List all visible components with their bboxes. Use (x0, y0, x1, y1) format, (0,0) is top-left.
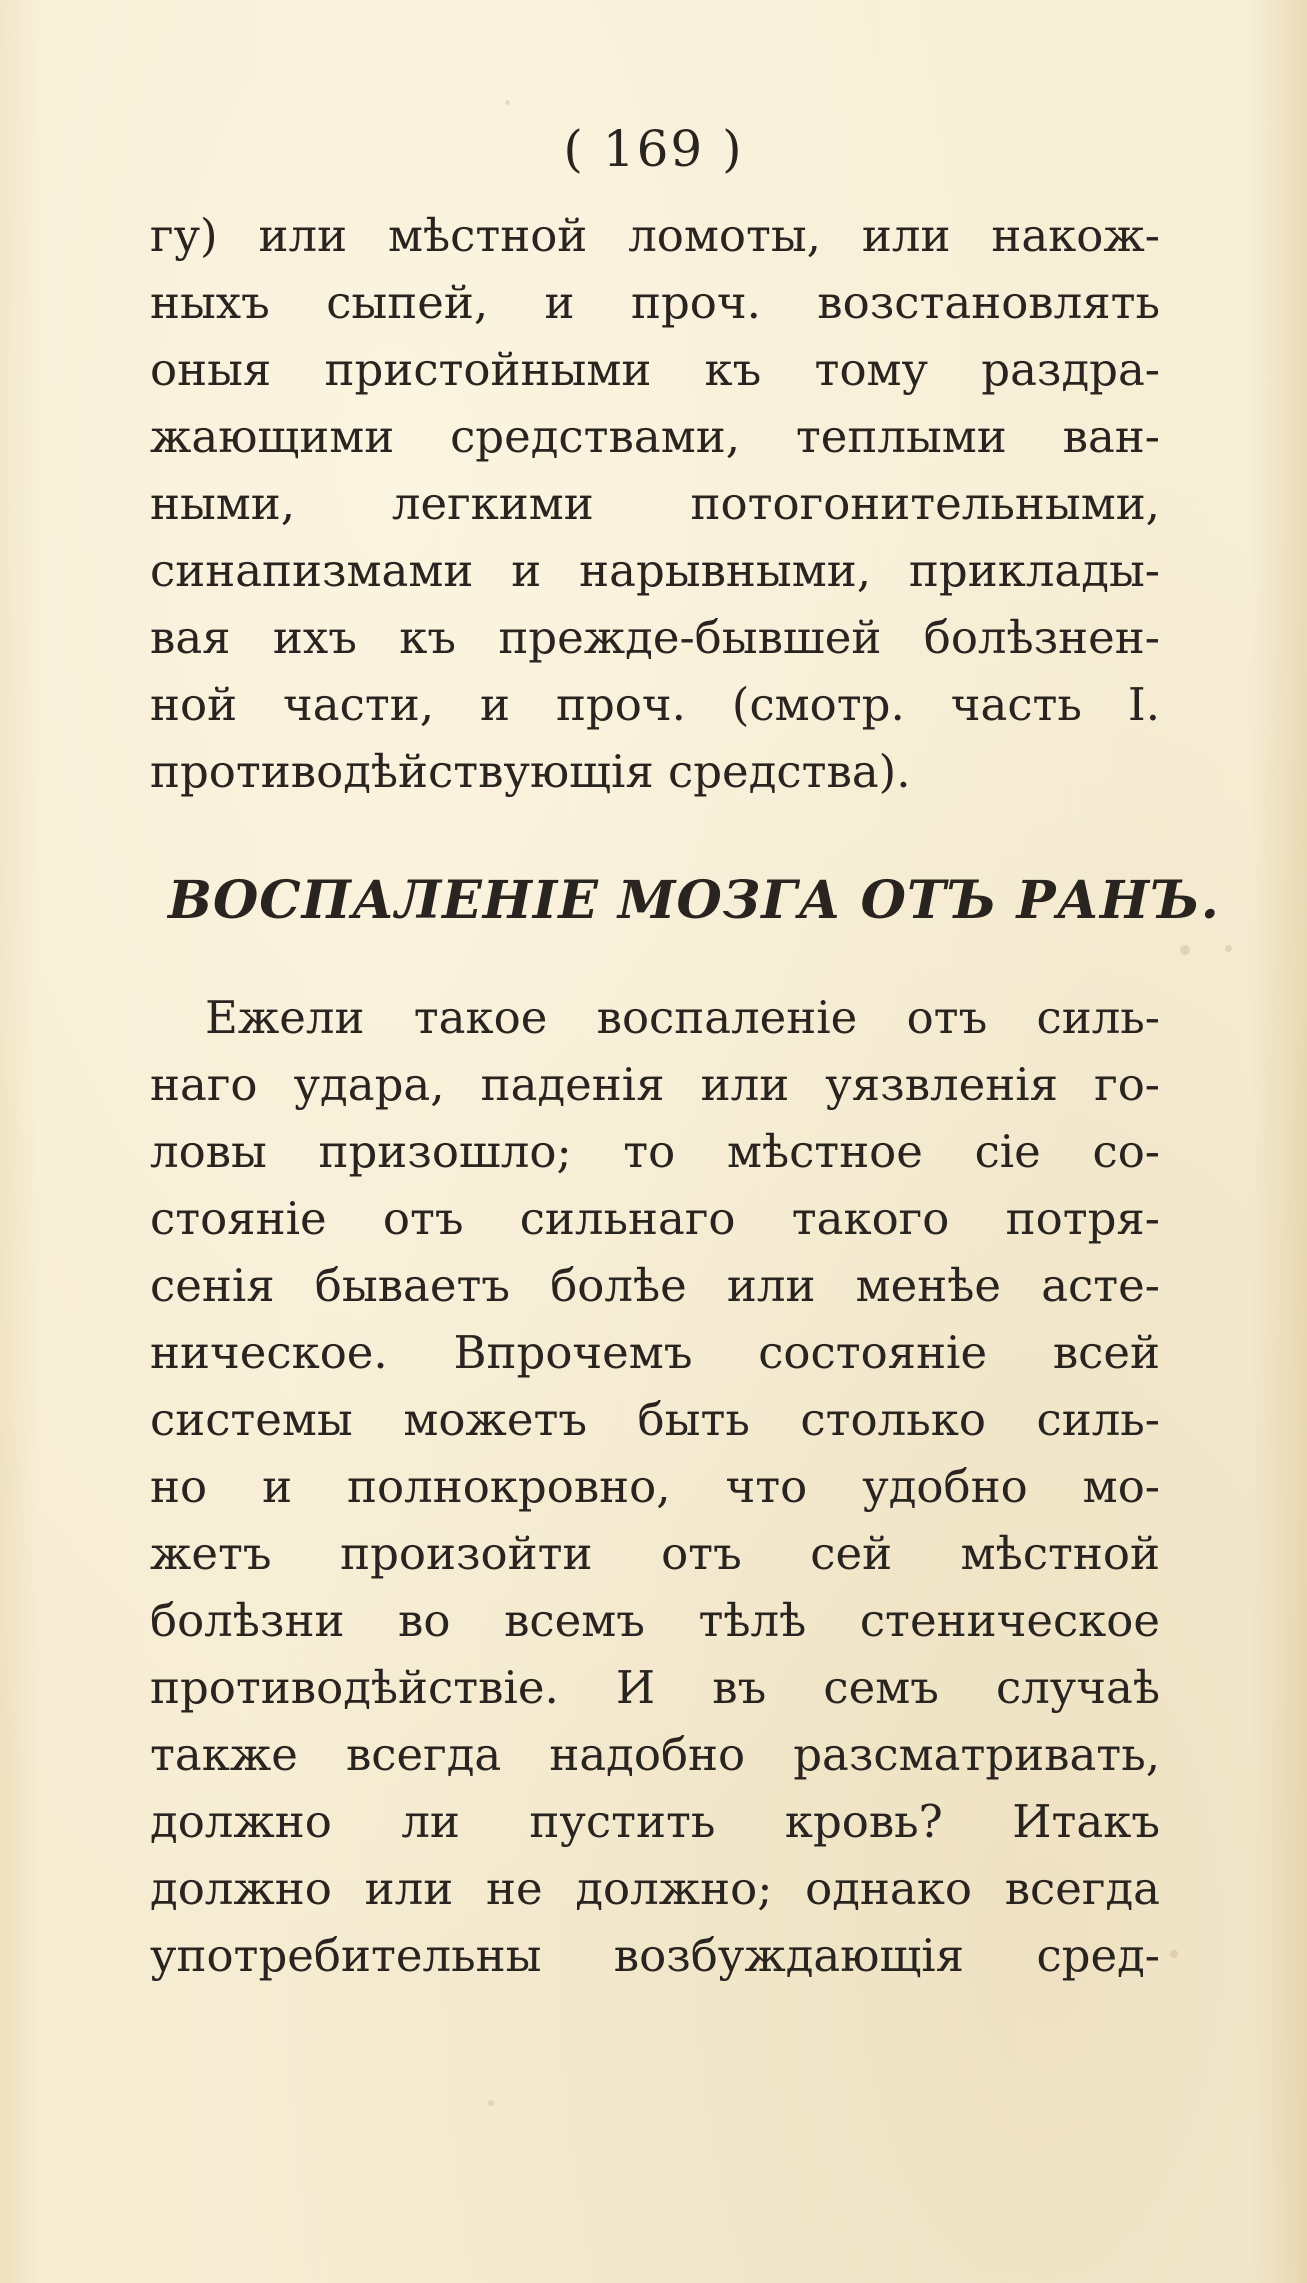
text-line: ными, легкими потогонительными, (150, 477, 1160, 530)
text-line: системы можетъ быть столько силь- (150, 1393, 1160, 1446)
paper-stain (1225, 945, 1232, 952)
text-line: Ежели такое воспаленіе отъ силь- (205, 991, 1160, 1044)
text-line: употребительны возбуждающія сред- (150, 1929, 1160, 1982)
paragraph-continued (150, 202, 1160, 805)
text-line: должно или не должно; однако всегда (150, 1862, 1160, 1915)
text-line: противодѣйствующія средства). (150, 745, 911, 798)
text-line: противодѣйствіе. И въ семъ случаѣ (150, 1661, 1160, 1714)
text-line: жающими средствами, теплыми ван- (150, 410, 1160, 463)
text-line: должно ли пустить кровь? Итакъ (150, 1795, 1160, 1848)
text-line: ныхъ сыпей, и проч. возстановлять (150, 276, 1160, 329)
text-line: ническое. Впрочемъ состояніе всей (150, 1326, 1160, 1379)
text-line: стояніе отъ сильнаго такого потря- (150, 1192, 1160, 1245)
text-line: вая ихъ къ прежде-бывшей болѣзнен- (150, 611, 1160, 664)
paper-stain (1170, 1950, 1178, 1958)
text-line: оныя пристойными къ тому раздра- (150, 343, 1160, 396)
text-line: сенія бываетъ болѣе или менѣе асте- (150, 1259, 1160, 1312)
text-line: но и полнокровно, что удобно мо- (150, 1460, 1160, 1513)
page-number: ( 169 ) (563, 120, 744, 178)
text-line: наго удара, паденія или уязвленія го- (150, 1058, 1160, 1111)
text-line: гу) или мѣстной ломоты, или накож- (150, 209, 1160, 262)
text-line: ловы призошло; то мѣстное сіе со- (150, 1125, 1160, 1178)
text-line: ной части, и проч. (смотр. часть I. (150, 678, 1160, 731)
paper-stain (1180, 945, 1190, 955)
paper-stain (488, 2100, 494, 2106)
paragraph-main (150, 984, 1160, 1989)
paper-stain (505, 100, 510, 105)
text-line: синапизмами и нарывными, приклады- (150, 544, 1160, 597)
text-line: жетъ произойти отъ сей мѣстной (150, 1527, 1160, 1580)
section-heading: ВОСПАЛЕНIЕ МОЗГА ОТЪ РАНЪ. (168, 870, 1220, 931)
text-line: также всегда надобно разсматривать, (150, 1728, 1160, 1781)
text-line: болѣзни во всемъ тѣлѣ стеническое (150, 1594, 1160, 1647)
